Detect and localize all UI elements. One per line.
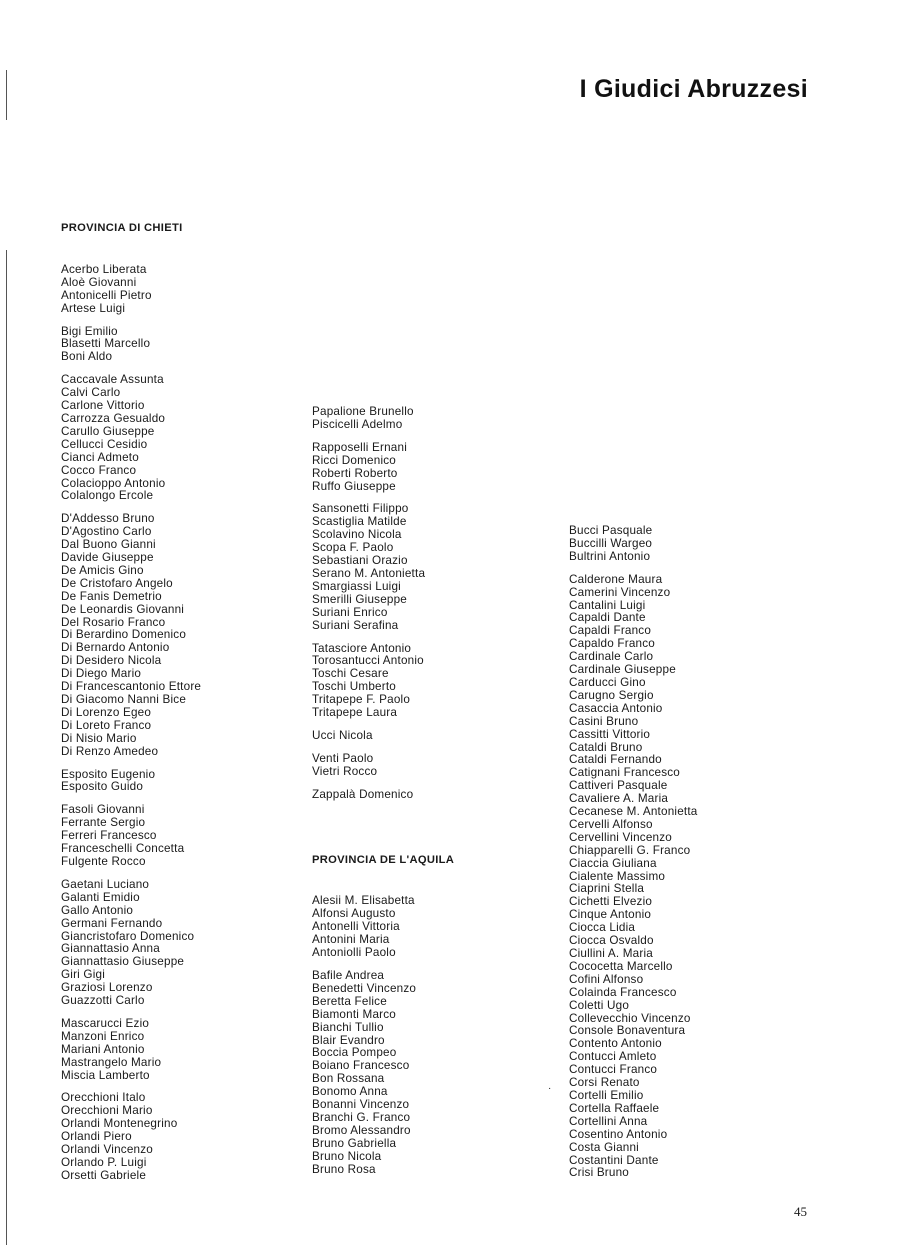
judge-name: De Cristofaro Angelo bbox=[61, 576, 173, 590]
judge-name: Cofini Alfonso bbox=[569, 972, 644, 986]
judge-name: Orlandi Piero bbox=[61, 1130, 132, 1144]
judge-name: Bucci Pasquale bbox=[569, 524, 653, 537]
judge-name: Dal Buono Gianni bbox=[61, 538, 156, 552]
judge-name: Boiano Francesco bbox=[312, 1059, 410, 1073]
judge-name: Branchi G. Franco bbox=[312, 1110, 411, 1124]
column-left bbox=[61, 222, 291, 1183]
judge-name: Fasoli Giovanni bbox=[61, 803, 145, 817]
judge-name: Blasetti Marcello bbox=[61, 337, 151, 351]
judge-name: Costantini Dante bbox=[569, 1153, 659, 1167]
judge-name: Di Nisio Mario bbox=[61, 731, 137, 745]
judge-name: Ciocca Osvaldo bbox=[569, 934, 654, 948]
judge-name: Scastiglia Matilde bbox=[312, 515, 407, 529]
judge-name: Ciullini A. Maria bbox=[569, 947, 653, 960]
judge-name: Sansonetti Filippo bbox=[312, 502, 409, 516]
judge-name: Bruno Gabriella bbox=[312, 1136, 397, 1150]
judge-name: Beretta Felice bbox=[312, 994, 387, 1008]
judge-name: Cattiveri Pasquale bbox=[569, 779, 668, 793]
judge-name: Casaccia Antonio bbox=[569, 701, 663, 715]
judge-name: Guazzotti Carlo bbox=[61, 994, 145, 1008]
column-right bbox=[569, 525, 809, 1180]
judge-name: Carugno Sergio bbox=[569, 688, 654, 702]
judge-name: Di Lorenzo Egeo bbox=[61, 705, 152, 719]
judge-name: Camerini Vincenzo bbox=[569, 585, 671, 599]
judge-name: Acerbo Liberata bbox=[61, 262, 147, 276]
name-group bbox=[61, 879, 291, 1008]
judge-name: Zappalà Domenico bbox=[312, 787, 414, 801]
judge-name: Papalione Brunello bbox=[312, 405, 414, 418]
judge-name: Casini Bruno bbox=[569, 714, 639, 728]
judge-name: Sebastiani Orazio bbox=[312, 554, 408, 568]
ink-speck: · bbox=[548, 1083, 552, 1094]
judge-name: Franceschelli Concetta bbox=[61, 842, 185, 856]
judge-name: Roberti Roberto bbox=[312, 466, 398, 480]
judge-name: Davide Giuseppe bbox=[61, 551, 154, 565]
judge-name: Graziosi Lorenzo bbox=[61, 981, 153, 995]
name-list-aquila-cont bbox=[569, 525, 809, 1180]
judge-name: Cardinale Carlo bbox=[569, 650, 654, 664]
judge-name: Alfonsi Augusto bbox=[312, 907, 396, 921]
judge-name: Cosentino Antonio bbox=[569, 1127, 668, 1141]
judge-name: Artese Luigi bbox=[61, 301, 126, 315]
judge-name: Di Berardino Domenico bbox=[61, 628, 187, 642]
judge-name: Boni Aldo bbox=[61, 350, 113, 364]
judge-name: Cortelli Emilio bbox=[569, 1088, 644, 1102]
judge-name: Coletti Ugo bbox=[569, 998, 630, 1012]
scan-edge-mark bbox=[6, 70, 7, 120]
judge-name: Cinque Antonio bbox=[569, 908, 652, 922]
judge-name: Toschi Umberto bbox=[312, 680, 396, 694]
judge-name: Benedetti Vincenzo bbox=[312, 981, 417, 995]
judge-name: Orlandi Vincenzo bbox=[61, 1143, 153, 1157]
name-group bbox=[61, 264, 291, 316]
judge-name: Antonicelli Pietro bbox=[61, 288, 152, 302]
judge-name: Capaldi Franco bbox=[569, 624, 652, 638]
judge-name: Giannattasio Anna bbox=[61, 942, 160, 956]
judge-name: Suriani Serafina bbox=[312, 618, 399, 632]
judge-name: Capaldo Franco bbox=[569, 637, 655, 651]
judge-name: Cortella Raffaele bbox=[569, 1101, 660, 1115]
judge-name: Cataldi Fernando bbox=[569, 753, 662, 767]
judge-name: Di Bernardo Antonio bbox=[61, 641, 170, 655]
judge-name: Cortellini Anna bbox=[569, 1114, 648, 1128]
name-group bbox=[61, 804, 291, 869]
judge-name: Cavaliere A. Maria bbox=[569, 792, 669, 806]
judge-name: Chiapparelli G. Franco bbox=[569, 843, 691, 857]
judge-name: Carlone Vittorio bbox=[61, 399, 145, 413]
judge-name: Cataldi Bruno bbox=[569, 740, 643, 754]
name-group bbox=[312, 643, 542, 720]
judge-name: Piscicelli Adelmo bbox=[312, 417, 403, 431]
judge-name: Cantalini Luigi bbox=[569, 598, 646, 612]
judge-name: Boccia Pompeo bbox=[312, 1046, 397, 1060]
judge-name: Torosantucci Antonio bbox=[312, 654, 424, 668]
name-list-chieti bbox=[61, 264, 291, 1183]
judge-name: Cellucci Cesidio bbox=[61, 437, 148, 451]
judge-name: Di Giacomo Nanni Bice bbox=[61, 693, 187, 706]
judge-name: Colacioppo Antonio bbox=[61, 476, 166, 490]
name-list-aquila bbox=[312, 895, 542, 1176]
judge-name: Alesii M. Elisabetta bbox=[312, 894, 415, 908]
judge-name: Carducci Gino bbox=[569, 675, 646, 689]
judge-name: Colainda Francesco bbox=[569, 985, 677, 999]
judge-name: Vietri Rocco bbox=[312, 764, 378, 778]
judge-name: Rapposelli Ernani bbox=[312, 440, 408, 454]
judge-name: Bruno Nicola bbox=[312, 1149, 382, 1163]
judge-name: D'Addesso Bruno bbox=[61, 512, 155, 526]
judge-name: De Amicis Gino bbox=[61, 563, 144, 577]
judge-name: Tritapepe F. Paolo bbox=[312, 693, 411, 707]
section-heading-aquila: PROVINCIA DE L'AQUILA bbox=[312, 853, 455, 866]
name-group bbox=[312, 442, 542, 494]
column-middle bbox=[312, 406, 542, 1177]
judge-name: Carullo Giuseppe bbox=[61, 424, 155, 438]
judge-name: Aloè Giovanni bbox=[61, 275, 137, 289]
name-group bbox=[61, 769, 291, 795]
judge-name: Bigi Emilio bbox=[61, 324, 118, 338]
judge-name: Smargiassi Luigi bbox=[312, 579, 401, 593]
judge-name: Blair Evandro bbox=[312, 1033, 385, 1047]
judge-name: Venti Paolo bbox=[312, 751, 374, 765]
judge-name: Di Desidero Nicola bbox=[61, 654, 162, 668]
judge-name: Orlando P. Luigi bbox=[61, 1156, 147, 1169]
judge-name: Cassitti Vittorio bbox=[569, 727, 651, 741]
judge-name: Antonelli Vittoria bbox=[312, 920, 400, 934]
judge-name: Contucci Franco bbox=[569, 1063, 658, 1077]
section-heading-chieti: PROVINCIA DI CHIETI bbox=[61, 222, 183, 234]
judge-name: Gaetani Luciano bbox=[61, 877, 150, 891]
judge-name: Bonomo Anna bbox=[312, 1085, 388, 1099]
judge-name: Galanti Emidio bbox=[61, 890, 140, 904]
name-group bbox=[312, 789, 542, 802]
page-number: 45 bbox=[794, 1204, 807, 1219]
judge-name: Ferreri Francesco bbox=[61, 829, 157, 843]
judge-name: Crisi Bruno bbox=[569, 1166, 630, 1180]
judge-name: Giannattasio Giuseppe bbox=[61, 955, 185, 969]
judge-name: Mascarucci Ezio bbox=[61, 1016, 150, 1030]
judge-name: Bon Rossana bbox=[312, 1072, 385, 1086]
judge-name: Ciocca Lidia bbox=[569, 921, 636, 935]
judge-name: Contucci Amleto bbox=[569, 1050, 657, 1064]
judge-name: Toschi Cesare bbox=[312, 667, 389, 681]
judge-name: Bonanni Vincenzo bbox=[312, 1098, 410, 1112]
judge-name: Scopa F. Paolo bbox=[312, 541, 394, 555]
name-group bbox=[61, 1018, 291, 1083]
judge-name: Caccavale Assunta bbox=[61, 373, 164, 387]
judge-name: Cianci Admeto bbox=[61, 450, 139, 464]
judge-name: Orsetti Gabriele bbox=[61, 1168, 147, 1182]
judge-name: Capaldi Dante bbox=[569, 611, 646, 625]
judge-name: Colalongo Ercole bbox=[61, 489, 154, 503]
page-title: I Giudici Abruzzesi bbox=[579, 74, 808, 103]
judge-name: De Leonardis Giovanni bbox=[61, 602, 185, 616]
judge-name: Serano M. Antonietta bbox=[312, 566, 426, 580]
judge-name: D'Agostino Carlo bbox=[61, 525, 152, 539]
judge-name: Giri Gigi bbox=[61, 968, 106, 982]
name-group bbox=[312, 406, 542, 432]
judge-name: Cecanese M. Antonietta bbox=[569, 805, 698, 819]
judge-name: Orlandi Montenegrino bbox=[61, 1117, 178, 1131]
judge-name: Corsi Renato bbox=[569, 1076, 640, 1090]
judge-name: Di Loreto Franco bbox=[61, 718, 152, 732]
judge-name: Bromo Alessandro bbox=[312, 1123, 411, 1137]
judge-name: Scolavino Nicola bbox=[312, 528, 402, 542]
judge-name: Suriani Enrico bbox=[312, 605, 388, 619]
judge-name: Biamonti Marco bbox=[312, 1007, 396, 1021]
judge-name: Ciaprini Stella bbox=[569, 882, 645, 896]
judge-name: Ruffo Giuseppe bbox=[312, 479, 396, 493]
judge-name: Calderone Maura bbox=[569, 572, 663, 586]
judge-name: Ricci Domenico bbox=[312, 453, 396, 467]
name-group bbox=[61, 513, 291, 758]
judge-name: De Fanis Demetrio bbox=[61, 589, 162, 603]
judge-name: Del Rosario Franco bbox=[61, 615, 166, 629]
name-group bbox=[312, 753, 542, 779]
judge-name: Cialente Massimo bbox=[569, 869, 666, 883]
judge-name: Ciaccia Giuliana bbox=[569, 856, 657, 870]
judge-name: Di Diego Mario bbox=[61, 667, 142, 681]
judge-name: Germani Fernando bbox=[61, 916, 163, 930]
name-group bbox=[569, 574, 809, 1181]
judge-name: Cervellini Vincenzo bbox=[569, 830, 672, 844]
judge-name: Buccilli Wargeo bbox=[569, 536, 653, 550]
judge-name: Mastrangelo Mario bbox=[61, 1055, 162, 1069]
judge-name: Di Renzo Amedeo bbox=[61, 744, 159, 758]
judge-name: Cichetti Elvezio bbox=[569, 895, 653, 909]
judge-name: Cardinale Giuseppe bbox=[569, 663, 676, 677]
judge-name: Gallo Antonio bbox=[61, 903, 134, 917]
judge-name: Calvi Carlo bbox=[61, 386, 121, 400]
judge-name: Antoniolli Paolo bbox=[312, 946, 396, 960]
name-group bbox=[61, 1092, 291, 1182]
name-group bbox=[312, 970, 542, 1177]
judge-name: Miscia Lamberto bbox=[61, 1068, 150, 1082]
judge-name: Esposito Guido bbox=[61, 780, 144, 794]
judge-name: Orecchioni Mario bbox=[61, 1104, 153, 1118]
judge-name: Bafile Andrea bbox=[312, 969, 385, 982]
judge-name: Di Francescantonio Ettore bbox=[61, 680, 202, 694]
judge-name: Bianchi Tullio bbox=[312, 1020, 384, 1034]
judge-name: Carrozza Gesualdo bbox=[61, 411, 166, 425]
name-list-chieti-cont bbox=[312, 406, 542, 802]
judge-name: Fulgente Rocco bbox=[61, 854, 146, 868]
judge-name: Tritapepe Laura bbox=[312, 706, 398, 720]
scan-edge-line bbox=[6, 250, 7, 1245]
judge-name: Console Bonaventura bbox=[569, 1024, 686, 1038]
judge-name: Costa Gianni bbox=[569, 1140, 639, 1154]
judge-name: Catignani Francesco bbox=[569, 766, 680, 780]
judge-name: Giancristofaro Domenico bbox=[61, 929, 195, 943]
judge-name: Smerilli Giuseppe bbox=[312, 592, 407, 606]
judge-name: Bruno Rosa bbox=[312, 1162, 376, 1176]
judge-name: Contento Antonio bbox=[569, 1037, 662, 1051]
judge-name: Manzoni Enrico bbox=[61, 1029, 145, 1043]
judge-name: Esposito Eugenio bbox=[61, 767, 156, 781]
judge-name: Bultrini Antonio bbox=[569, 549, 651, 563]
judge-name: Ferrante Sergio bbox=[61, 816, 146, 830]
judge-name: Antonini Maria bbox=[312, 933, 390, 947]
judge-name: Cocco Franco bbox=[61, 463, 137, 477]
judge-name: Mariani Antonio bbox=[61, 1042, 145, 1056]
name-group bbox=[312, 503, 542, 632]
name-group bbox=[61, 326, 291, 365]
judge-name: Ucci Nicola bbox=[312, 728, 373, 742]
name-group bbox=[61, 374, 291, 503]
name-group bbox=[312, 730, 542, 743]
judge-name: Orecchioni Italo bbox=[61, 1091, 146, 1105]
judge-name: Collevecchio Vincenzo bbox=[569, 1011, 691, 1025]
judge-name: Cervelli Alfonso bbox=[569, 817, 653, 831]
name-group bbox=[569, 525, 809, 564]
judge-name: Cococetta Marcello bbox=[569, 959, 673, 973]
judge-name: Tatasciore Antonio bbox=[312, 641, 412, 655]
name-group bbox=[312, 895, 542, 960]
